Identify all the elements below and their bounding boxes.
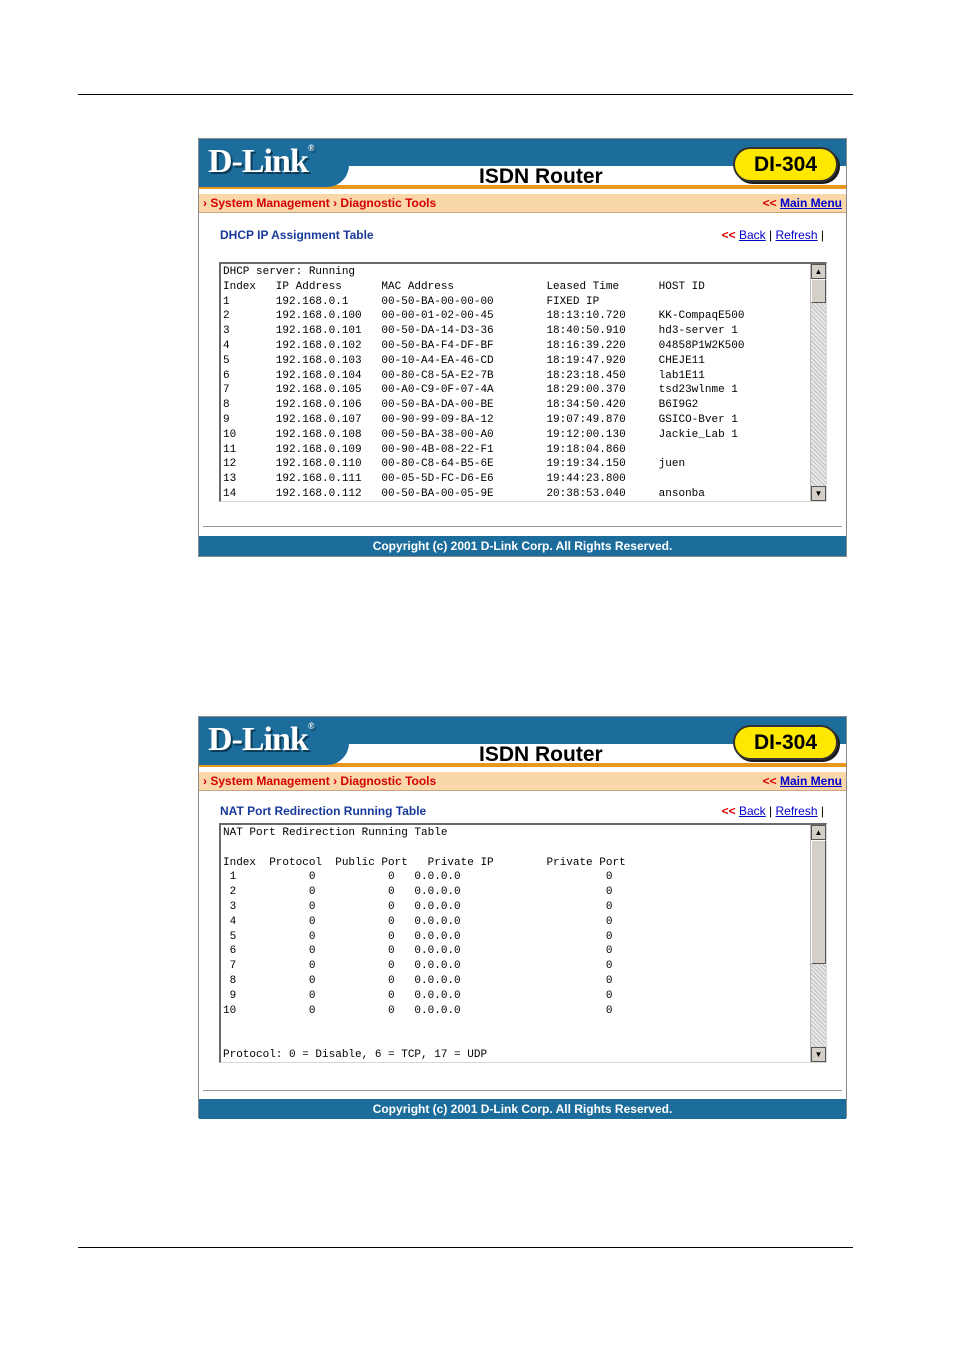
back-link[interactable]: Back bbox=[739, 228, 766, 242]
header-banner bbox=[199, 139, 846, 192]
nat-redirection-window bbox=[198, 716, 847, 1118]
scroll-thumb[interactable] bbox=[811, 840, 826, 964]
main-menu-nav bbox=[763, 196, 842, 210]
product-title: ISDN Router bbox=[479, 743, 603, 766]
nav-separator: | bbox=[820, 804, 824, 818]
scroll-down-icon[interactable]: ▼ bbox=[811, 1047, 826, 1062]
copyright-footer: Copyright (c) 2001 D-Link Corp. All Rights Reserved. bbox=[199, 536, 846, 556]
model-badge: DI-304 bbox=[733, 147, 838, 182]
nat-table-text: NAT Port Redirection Running Table Index Protocol Public Port Private IP Private Port 1 0 0 0.0.0.0 0 2 0 0 0.0.0.0 0 3 0 0 0.0.0.0 0 4 0 0 0.0.0.0 0 5 0 0 0.0.0.0 0 6 0 0 0.0.0.0 0 7 0 0 0.0.0.0 0 8 0 0 0.0.0.0 0 9 0 0 0.0.0.0 0 10 0 0 0.0.0.0 0 Protocol: 0 = Disable, 6 = TCP, 17 = UDP bbox=[223, 827, 626, 1061]
header-banner bbox=[199, 717, 846, 770]
page-bottom-rule bbox=[78, 1247, 853, 1248]
content-divider bbox=[203, 1090, 842, 1091]
nav-separator: | bbox=[820, 228, 824, 242]
refresh-link[interactable]: Refresh bbox=[775, 228, 818, 242]
breadcrumb bbox=[203, 774, 436, 788]
page-title: DHCP IP Assignment Table bbox=[220, 228, 374, 242]
content-divider bbox=[203, 526, 842, 527]
main-menu-link[interactable]: Main Menu bbox=[780, 196, 842, 210]
scroll-up-icon[interactable]: ▲ bbox=[811, 825, 826, 840]
breadcrumb-diagnostic-tools[interactable]: Diagnostic Tools bbox=[340, 774, 437, 788]
vertical-scrollbar[interactable] bbox=[810, 264, 826, 501]
nav-links bbox=[722, 228, 824, 242]
dhcp-table-text: DHCP server: Running Index IP Address MAC Address Leased Time HOST ID 1 192.168.0.1 00-50-BA-00-00-00 FIXED IP 2 192.168.0.100 00-00-01-02-00-45 18:13:10.720 KK-CompaqE500 3 192.168.0.101 00-50-DA-14-D3-36 18:40:50.910 hd3-server 1 4 192.168.0.102 00-50-BA-F4-DF-BF 18:16:39.220 04858P1W2K500 5 192.168.0.103 00-10-A4-EA-46-CD 18:19:47.920 CHEJE11 6 192.168.0.104 00-80-C8-5A-E2-7B 18:23:18.450 lab1E11 7 192.168.0.105 00-A0-C9-0F-07-4A 18:29:00.370 tsd23wlnme 1 8 192.168.0.106 00-50-BA-DA-00-BE 18:34:50.420 B6I9G2 9 192.168.0.107 00-90-99-09-8A-12 19:07:49.870 GSICO-Bver 1 10 192.168.0.108 00-50-BA-38-00-A0 19:12:00.130 Jackie_Lab 1 11 192.168.0.109 00-90-4B-08-22-F1 19:18:04.860 12 192.168.0.110 00-80-C8-64-B5-6E 19:19:34.150 juen 13 192.168.0.111 00-05-5D-FC-D6-E6 19:44:23.800 14 192.168.0.112 00-50-BA-00-05-9E 20:38:53.040 ansonba bbox=[223, 266, 745, 500]
double-chevron-left-icon: << bbox=[762, 196, 777, 210]
back-link[interactable]: Back bbox=[739, 804, 766, 818]
chevron-right-icon: › bbox=[333, 774, 338, 788]
dhcp-assignment-window bbox=[198, 138, 847, 557]
dlink-logo bbox=[199, 717, 349, 765]
main-menu-link[interactable]: Main Menu bbox=[780, 774, 842, 788]
breadcrumb-system-management[interactable]: System Management bbox=[210, 196, 330, 210]
nav-separator: | bbox=[769, 804, 773, 818]
refresh-link[interactable]: Refresh bbox=[775, 804, 818, 818]
logo-text: D-Link® bbox=[208, 721, 314, 758]
chevron-right-icon: › bbox=[203, 774, 207, 788]
double-chevron-left-icon: << bbox=[762, 774, 777, 788]
breadcrumb-bar bbox=[199, 194, 846, 213]
nav-links bbox=[722, 804, 824, 818]
vertical-scrollbar[interactable] bbox=[810, 825, 826, 1062]
copyright-footer: Copyright (c) 2001 D-Link Corp. All Rights Reserved. bbox=[199, 1099, 846, 1119]
breadcrumb bbox=[203, 196, 436, 210]
dhcp-table-textarea[interactable] bbox=[219, 262, 827, 502]
model-badge: DI-304 bbox=[733, 725, 838, 760]
scroll-thumb[interactable] bbox=[811, 279, 826, 303]
breadcrumb-diagnostic-tools[interactable]: Diagnostic Tools bbox=[340, 196, 437, 210]
page-title: NAT Port Redirection Running Table bbox=[220, 804, 427, 818]
scroll-up-icon[interactable]: ▲ bbox=[811, 264, 826, 279]
dlink-logo bbox=[199, 139, 349, 187]
main-menu-nav bbox=[763, 774, 842, 788]
chevron-right-icon: › bbox=[203, 196, 207, 210]
nav-separator: | bbox=[769, 228, 773, 242]
double-chevron-left-icon: << bbox=[721, 228, 736, 242]
chevron-right-icon: › bbox=[333, 196, 338, 210]
logo-text: D-Link® bbox=[208, 143, 314, 180]
product-title: ISDN Router bbox=[479, 165, 603, 188]
page-top-rule bbox=[78, 94, 853, 95]
nat-table-textarea[interactable] bbox=[219, 823, 827, 1063]
breadcrumb-system-management[interactable]: System Management bbox=[210, 774, 330, 788]
double-chevron-left-icon: << bbox=[721, 804, 736, 818]
breadcrumb-bar bbox=[199, 772, 846, 791]
scroll-down-icon[interactable]: ▼ bbox=[811, 486, 826, 501]
